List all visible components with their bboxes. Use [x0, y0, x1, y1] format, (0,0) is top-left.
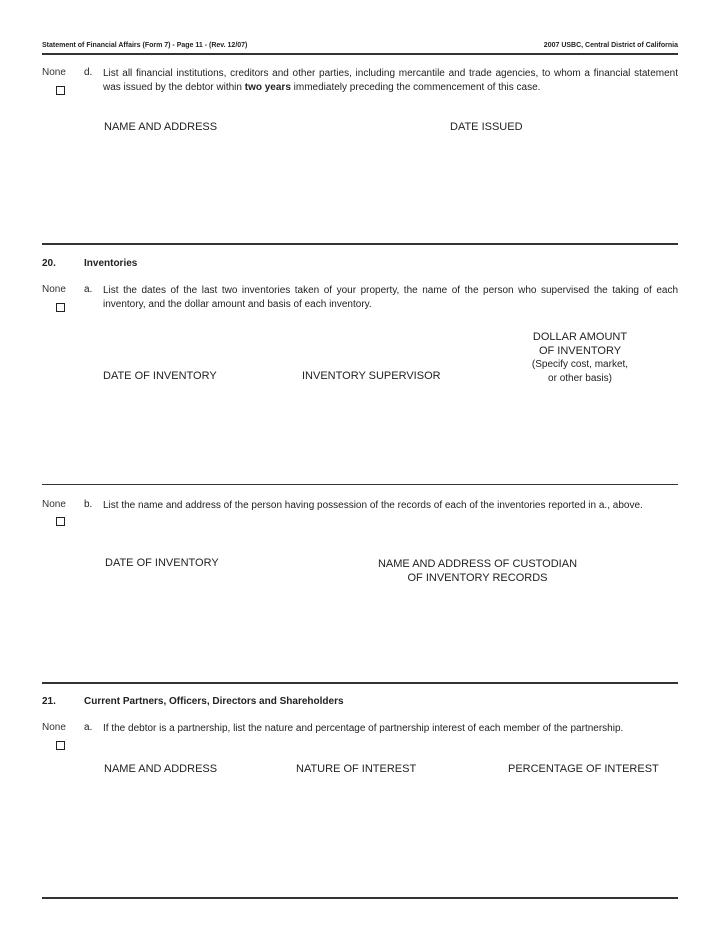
- none-checkbox-20a[interactable]: [56, 303, 65, 312]
- header-line: (Specify cost, market,: [531, 359, 629, 370]
- section-divider: [42, 243, 678, 245]
- page-header-left: Statement of Financial Affairs (Form 7) - Page 11 - (Rev. 12/07): [42, 42, 248, 49]
- none-checkbox-21a[interactable]: [56, 741, 65, 750]
- header-line: DOLLAR AMOUNT: [532, 331, 628, 343]
- column-header: NAME AND ADDRESS: [104, 763, 218, 775]
- column-header: NAME AND ADDRESS: [104, 121, 218, 133]
- none-label: None: [42, 67, 66, 78]
- item-letter: d.: [84, 67, 93, 78]
- section-title: Inventories: [84, 258, 138, 269]
- header-rule: [42, 53, 678, 55]
- none-checkbox-d[interactable]: [56, 86, 65, 95]
- none-label: None: [42, 499, 66, 510]
- none-checkbox-20b[interactable]: [56, 517, 65, 526]
- section-number: 21.: [42, 696, 56, 707]
- column-header-dollar-amount: [500, 330, 660, 386]
- none-label: None: [42, 284, 66, 295]
- item-letter: a.: [84, 722, 93, 733]
- column-header: DATE ISSUED: [450, 121, 523, 133]
- page-header-right: 2007 USBC, Central District of California: [543, 42, 678, 49]
- item-21a-text: If the debtor is a partnership, list the nature and percentage of partnership interest of each member of the partnership.: [103, 723, 624, 734]
- section-divider: [42, 897, 678, 899]
- column-header: PERCENTAGE OF INTEREST: [508, 763, 659, 775]
- item-d-text-part1: List all financial institutions, creditors and other parties, including mercantile and trade agencies, to whom a financial statement was issued by the debtor within: [103, 68, 678, 93]
- column-header: DATE OF INVENTORY: [105, 557, 219, 569]
- column-header: DATE OF INVENTORY: [103, 370, 217, 382]
- item-d-text-part2: immediately preceding the commencement of this case.: [290, 82, 541, 93]
- none-label: None: [42, 722, 66, 733]
- header-line: or other basis): [548, 373, 612, 384]
- item-d-text-bold: two years: [244, 82, 291, 93]
- header-line: NAME AND ADDRESS OF CUSTODIAN: [377, 558, 578, 570]
- item-20a-text: List the dates of the last two inventories taken of your property, the name of the person who supervised the taking of each inventory, and the dollar amount and basis of each inventory.: [103, 285, 678, 310]
- item-d-text: [103, 67, 678, 95]
- item-letter: b.: [84, 499, 93, 510]
- section-title: Current Partners, Officers, Directors and Shareholders: [84, 696, 344, 707]
- column-header: INVENTORY SUPERVISOR: [302, 370, 441, 382]
- header-line: OF INVENTORY RECORDS: [407, 572, 548, 584]
- section-divider: [42, 682, 678, 684]
- item-letter: a.: [84, 284, 93, 295]
- section-number: 20.: [42, 258, 56, 269]
- header-line: OF INVENTORY: [538, 345, 622, 357]
- section-divider: [42, 484, 678, 485]
- column-header-custodian: [360, 557, 595, 585]
- item-20b-text: List the name and address of the person having possession of the records of each of the inventories reported in a., above.: [103, 500, 643, 511]
- column-header: NATURE OF INTEREST: [296, 763, 417, 775]
